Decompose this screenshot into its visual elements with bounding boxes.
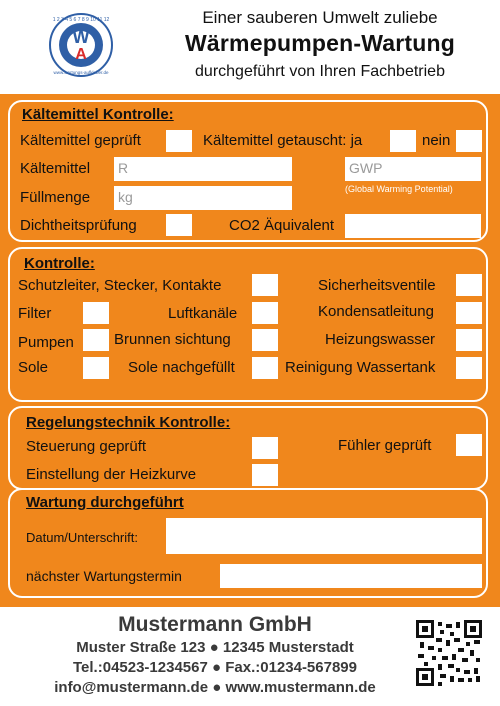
section-title-kaeltemittel: Kältemittel Kontrolle: xyxy=(22,106,174,123)
header xyxy=(0,0,500,94)
fuellmenge-field[interactable]: kg xyxy=(114,186,292,210)
checkbox-luftkanaele[interactable] xyxy=(252,302,278,324)
label-luftkanaele: Luftkanäle xyxy=(168,305,238,322)
label-sole-nachgefuellt: Sole nachgefüllt xyxy=(128,359,235,376)
label-filter: Filter xyxy=(18,305,52,322)
checkbox-steuerung-geprueft[interactable] xyxy=(252,437,278,459)
header-tagline: Einer sauberen Umwelt zuliebe xyxy=(202,8,438,27)
section-title-kontrolle: Kontrolle: xyxy=(24,255,95,272)
checkbox-sole[interactable] xyxy=(83,357,109,379)
checkbox-dichtheitspruefung[interactable] xyxy=(166,214,192,236)
label-kaeltemittel-geprueft: Kältemittel geprüft xyxy=(20,132,141,149)
label-kaeltemittel-getauscht: Kältemittel getauscht: ja xyxy=(203,132,363,149)
checkbox-pumpen[interactable] xyxy=(83,329,109,351)
section-regelungstechnik xyxy=(8,406,488,490)
gwp-note: (Global Warming Potential) xyxy=(345,184,453,194)
svg-text:A: A xyxy=(75,46,87,63)
checkbox-kaeltemittel-geprueft[interactable] xyxy=(166,130,192,152)
company-web: info@mustermann.de ● www.mustermann.de xyxy=(54,679,376,696)
label-brunnen-sichtung: Brunnen sichtung xyxy=(114,331,231,348)
company-phone: Tel.:04523-1234567 ● Fax.:01234-567899 xyxy=(73,659,357,676)
checkbox-schutzleiter[interactable] xyxy=(252,274,278,296)
checkbox-sicherheitsventile[interactable] xyxy=(456,274,482,296)
gwp-field[interactable]: GWP xyxy=(345,157,481,181)
label-fuellmenge: Füllmenge xyxy=(20,189,91,206)
label-dichtheitspruefung: Dichtheitsprüfung xyxy=(20,217,137,234)
section-wartung xyxy=(8,488,488,598)
checkbox-getauscht-ja[interactable] xyxy=(390,130,416,152)
label-kondensatleitung: Kondensatleitung xyxy=(318,303,434,320)
svg-text:www.wartungs-aufkleber.de: www.wartungs-aufkleber.de xyxy=(53,70,109,75)
label-pumpen: Pumpen xyxy=(18,334,74,351)
kaeltemittel-field[interactable]: R xyxy=(114,157,292,181)
label-heizkurve: Einstellung der Heizkurve xyxy=(26,466,197,483)
co2-field[interactable] xyxy=(345,214,481,238)
section-title-regelungstechnik: Regelungstechnik Kontrolle: xyxy=(26,414,231,431)
header-subtitle: durchgeführt von Ihren Fachbetrieb xyxy=(195,63,445,80)
company-name: Mustermann GmbH xyxy=(118,613,312,636)
naechster-wartungstermin-field[interactable] xyxy=(220,564,482,588)
label-kaeltemittel: Kältemittel xyxy=(20,160,91,177)
label-co2-aequivalent: CO2 Äquivalent xyxy=(229,217,335,234)
label-datum-unterschrift: Datum/Unterschrift: xyxy=(26,530,138,545)
section-title-wartung: Wartung durchgeführt xyxy=(26,494,184,511)
checkbox-kondensatleitung[interactable] xyxy=(456,302,482,324)
label-sicherheitsventile: Sicherheitsventile xyxy=(318,277,436,294)
checkbox-brunnen-sichtung[interactable] xyxy=(252,329,278,351)
label-reinigung-wassertank: Reinigung Wassertank xyxy=(285,359,436,376)
label-nein: nein xyxy=(422,132,451,149)
svg-text:W: W xyxy=(72,27,90,47)
checkbox-getauscht-nein[interactable] xyxy=(456,130,482,152)
checkbox-heizungswasser[interactable] xyxy=(456,329,482,351)
company-logo-icon xyxy=(40,13,122,77)
section-kontrolle xyxy=(8,247,488,402)
label-steuerung-geprueft: Steuerung geprüft xyxy=(26,438,147,455)
label-heizungswasser: Heizungswasser xyxy=(325,331,436,348)
qr-code-icon xyxy=(416,620,482,686)
section-kaeltemittel xyxy=(8,100,488,242)
label-schutzleiter: Schutzleiter, Stecker, Kontakte xyxy=(18,277,222,294)
checkbox-fuehler-geprueft[interactable] xyxy=(456,434,482,456)
checkbox-filter[interactable] xyxy=(83,302,109,324)
label-naechster-wartungstermin: nächster Wartungstermin xyxy=(26,568,182,584)
company-address: Muster Straße 123 ● 12345 Musterstadt xyxy=(76,639,354,656)
checkbox-sole-nachgefuellt[interactable] xyxy=(252,357,278,379)
checkbox-reinigung-wassertank[interactable] xyxy=(456,357,482,379)
svg-text:1 2 3 4 5 6 7 8 9 10 11 12: 1 2 3 4 5 6 7 8 9 10 11 12 xyxy=(52,17,110,23)
page-title: Wärmepumpen-Wartung xyxy=(185,30,455,56)
label-fuehler-geprueft: Fühler geprüft xyxy=(338,437,432,454)
datum-unterschrift-field[interactable] xyxy=(166,518,482,554)
label-sole: Sole xyxy=(18,359,49,376)
checkbox-heizkurve[interactable] xyxy=(252,464,278,486)
